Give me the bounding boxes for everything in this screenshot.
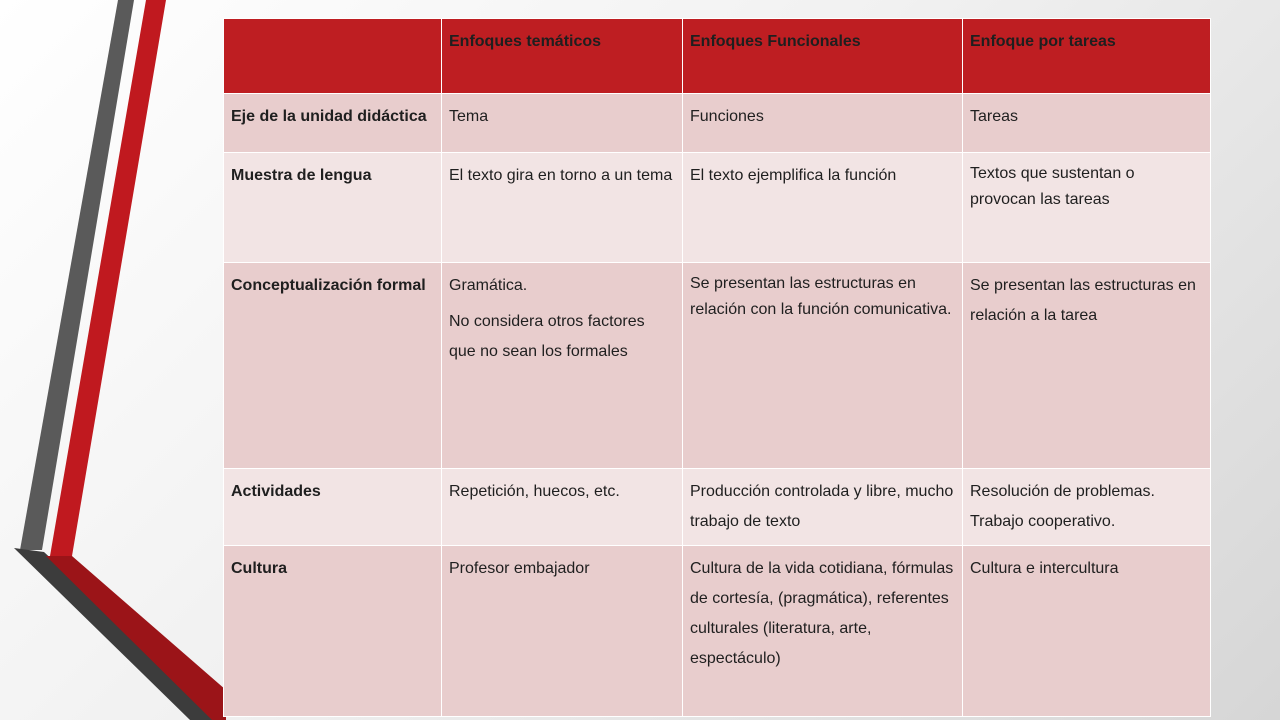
cell-tareas: Cultura e intercultura <box>963 546 1211 717</box>
row-label: Actividades <box>224 469 442 546</box>
row-label: Eje de la unidad didáctica <box>224 94 442 153</box>
cell-tematicos: Profesor embajador <box>442 546 683 717</box>
comparison-table <box>223 18 1211 717</box>
cell-funcionales: Producción controlada y libre, mucho trabajo de texto <box>683 469 963 546</box>
table-row <box>224 94 1211 153</box>
cell-line: No considera otros factores que no sean los formales <box>449 313 645 360</box>
cell-tematicos: Repetición, huecos, etc. <box>442 469 683 546</box>
table-row <box>224 263 1211 469</box>
row-label: Cultura <box>224 546 442 717</box>
cell-funcionales: El texto ejemplifica la función <box>683 153 963 263</box>
cell-tematicos: El texto gira en torno a un tema <box>442 153 683 263</box>
cell-line: Gramática. <box>449 277 528 294</box>
header-enfoque-tareas: Enfoque por tareas <box>963 19 1211 94</box>
cell-tareas: Se presentan las estructuras en relación a la tarea <box>963 263 1211 469</box>
header-enfoques-tematicos: Enfoques temáticos <box>442 19 683 94</box>
cell-tareas: Textos que sustentan o provocan las tareas <box>963 153 1211 263</box>
cell-tematicos: Tema <box>442 94 683 153</box>
header-row <box>224 19 1211 94</box>
cell-funcionales: Funciones <box>683 94 963 153</box>
table-row <box>224 153 1211 263</box>
header-enfoques-funcionales: Enfoques Funcionales <box>683 19 963 94</box>
cell-funcionales: Cultura de la vida cotidiana, fórmulas de cortesía, (pragmática), referentes culturales (literatura, arte, espectáculo) <box>683 546 963 717</box>
row-label: Muestra de lengua <box>224 153 442 263</box>
cell-tareas: Resolución de problemas. Trabajo cooperativo. <box>963 469 1211 546</box>
red-stripe-lower <box>46 556 226 720</box>
cell-tematicos <box>442 263 683 469</box>
row-label: Conceptualización formal <box>224 263 442 469</box>
table-row <box>224 546 1211 717</box>
cell-funcionales: Se presentan las estructuras en relación con la función comunicativa. <box>683 263 963 469</box>
table-row <box>224 469 1211 546</box>
decorative-stripes <box>0 0 260 720</box>
header-empty-cell <box>224 19 442 94</box>
cell-tareas: Tareas <box>963 94 1211 153</box>
